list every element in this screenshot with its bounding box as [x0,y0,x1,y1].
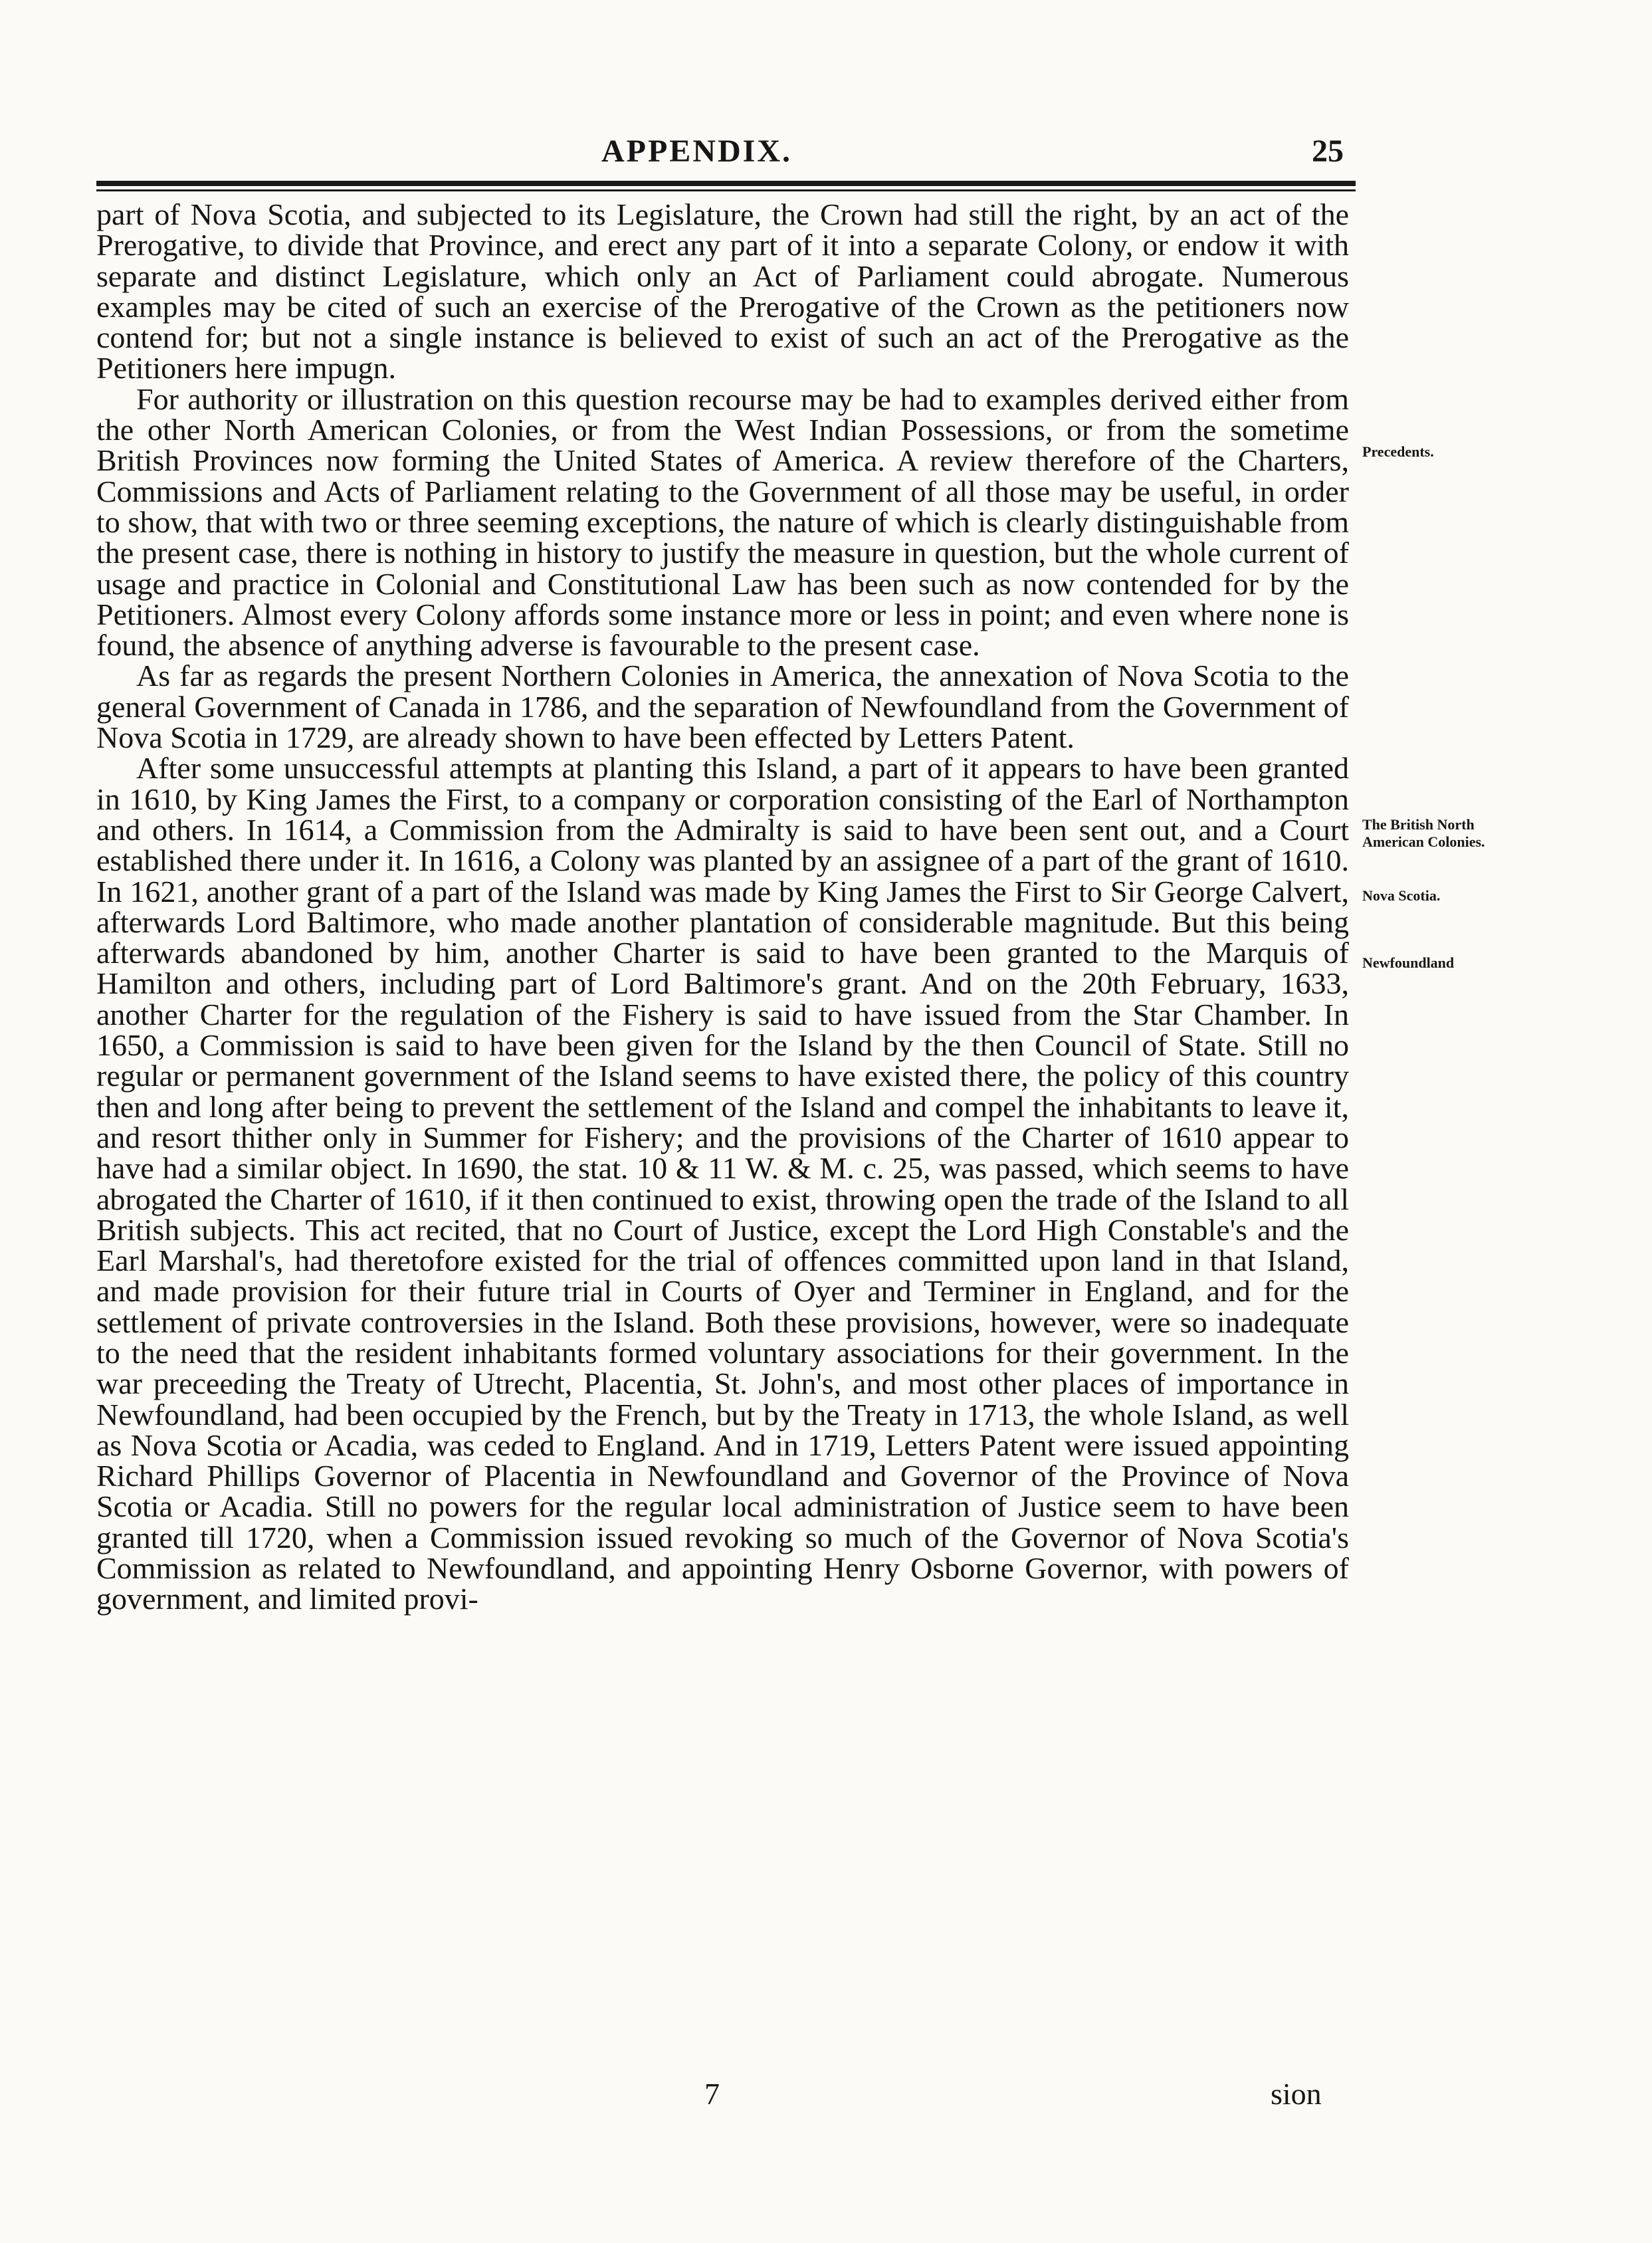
paragraph-continued: part of Nova Scotia, and subjected to its Legislature, the Crown had still the right, by an act of the Prerogative, to divide that Province, and erect any part of it into a separate Colony, or endow it with separate and distinct Legislature, which only an Act of Parliament could abrogate. Numerous examples may be cited of such an exercise of the Prerogative of the Crown as the petitioners now contend for; but not a single instance is believed to exist of such an act of the Prerogative as the Petitioners here impugn. [96,197,1349,385]
page-header [96,133,1356,178]
margin-note-newfoundland: Newfoundland [1362,954,1455,971]
paragraph-northern-colonies: As far as regards the present Northern Colonies in America, the annexation of Nova Scotia to the general Government of Canada in 1786, and the separation of Newfoundland from the Government of Nova Scotia in 1729, are already shown to have been effected by Letters Patent. [96,659,1349,755]
header-rule-thick [96,181,1356,186]
catchword: sion [1271,2077,1322,2111]
margin-note-british-north-american: The British North American Colonies. [1362,816,1485,850]
margin-note-nova-scotia: Nova Scotia. [1362,887,1441,904]
paragraph-precedents: For authority or illustration on this question recourse may be had to examples derived either from the other North American Colonies, or from the West Indian Possessions, or from the sometime British Provinces now forming the United States of America. A review therefore of the Charters, Commissions and Acts of Parliament relating to the Government of all those may be useful, in order to show, that with two or three seeming exceptions, the nature of which is clearly distinguishable from the present case, there is nothing in history to justify the measure in question, but the whole current of usage and practice in Colonial and Constitutional Law has been such as now contended for by the Petitioners. Almost every Colony affords some instance more or less in point; and even where none is found, the absence of anything adverse is favourable to the present case. [96,381,1349,663]
running-title: APPENDIX. [601,134,792,169]
body-text [96,199,1349,1615]
page-number: 25 [1312,134,1344,169]
margin-note-precedents: Precedents. [1362,443,1434,460]
signature-mark: 7 [704,2077,720,2111]
paragraph-newfoundland: After some unsuccessful attempts at planting this Island, a part of it appears to have been granted in 1610, by King James the First, to a company or corporation consisting of the Earl of Northampton and others. In 1614, a Commission from the Admiralty is said to have been sent out, and a Court established there under it. In 1616, a Colony was planted by an assignee of a part of the grant of 1610. In 1621, another grant of a part of the Island was made by King James the First to Sir George Calvert, afterwards Lord Baltimore, who made another plantation of considerable magnitude. But this being afterwards abandoned by him, another Charter is said to have been granted to the Marquis of Hamilton and others, including part of Lord Baltimore's grant. And on the 20th February, 1633, another Charter for the regulation of the Fishery is said to have issued from the Star Chamber. In 1650, a Commission is said to have been given for the Island by the then Council of State. Still no regular or permanent government of the Island seems to have existed there, the policy of this country then and long after being to prevent the settlement of the Island and compel the inhabitants to leave it, and resort thither only in Summer for Fishery; and the provisions of the Charter of 1610 appear to have had a similar object. In 1690, the stat. 10 & 11 W. & M. c. 25, was passed, which seems to have abrogated the Charter of 1610, if it then continued to exist, throwing open the trade of the Island to all British subjects. This act recited, that no Court of Justice, except the Lord High Constable's and the Earl Marshal's, had theretofore existed for the trial of offences committed upon land in that Island, and made provision for their future trial in Courts of Oyer and Terminer in England, and for the settlement of private controversies in the Island. Both these provisions, however, were so inadequate to the need that the resident inhabitants formed voluntary associations for their government. In the war preceeding the Treaty of Utrecht, Placentia, St. John's, and most other places of importance in Newfoundland, had been occupied by the French, but by the Treaty in 1713, the whole Island, as well as Nova Scotia or Acadia, was ceded to England. And in 1719, Letters Patent were issued appointing Richard Phillips Governor of Placentia in Newfoundland and Governor of the Province of Nova Scotia or Acadia. Still no powers for the regular local administration of Justice seem to have been granted till 1720, when a Commission issued revoking so much of the Governor of Nova Scotia's Commission as related to Newfoundland, and appointing Henry Osborne Governor, with powers of government, and limited provi- [96,751,1349,1616]
header-rule-thin [96,189,1356,191]
